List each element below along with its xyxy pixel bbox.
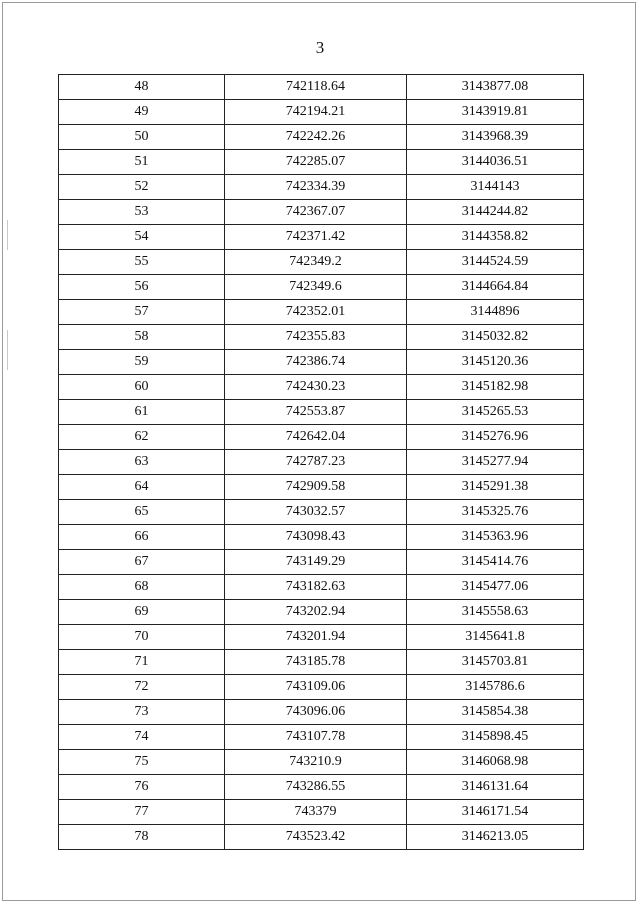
x-coordinate-cell: 743185.78 — [225, 650, 407, 675]
x-coordinate-cell: 742118.64 — [225, 75, 407, 100]
x-coordinate-cell: 742285.07 — [225, 150, 407, 175]
x-coordinate-cell: 743201.94 — [225, 625, 407, 650]
x-coordinate-cell: 742352.01 — [225, 300, 407, 325]
x-coordinate-cell: 742642.04 — [225, 425, 407, 450]
point-number-cell: 77 — [59, 800, 225, 825]
table-row — [59, 475, 584, 500]
y-coordinate-cell: 3146213.05 — [407, 825, 584, 850]
point-number-cell: 69 — [59, 600, 225, 625]
x-coordinate-cell: 743523.42 — [225, 825, 407, 850]
table-row — [59, 750, 584, 775]
point-number-cell: 49 — [59, 100, 225, 125]
y-coordinate-cell: 3144244.82 — [407, 200, 584, 225]
point-number-cell: 53 — [59, 200, 225, 225]
y-coordinate-cell: 3145265.53 — [407, 400, 584, 425]
y-coordinate-cell: 3145325.76 — [407, 500, 584, 525]
table-row — [59, 200, 584, 225]
table-row — [59, 400, 584, 425]
point-number-cell: 71 — [59, 650, 225, 675]
y-coordinate-cell: 3145854.38 — [407, 700, 584, 725]
point-number-cell: 64 — [59, 475, 225, 500]
x-coordinate-cell: 743032.57 — [225, 500, 407, 525]
x-coordinate-cell: 743286.55 — [225, 775, 407, 800]
point-number-cell: 56 — [59, 275, 225, 300]
table-row — [59, 75, 584, 100]
x-coordinate-cell: 742355.83 — [225, 325, 407, 350]
x-coordinate-cell: 742787.23 — [225, 450, 407, 475]
point-number-cell: 63 — [59, 450, 225, 475]
table-row — [59, 675, 584, 700]
table-row — [59, 800, 584, 825]
y-coordinate-cell: 3145182.98 — [407, 375, 584, 400]
y-coordinate-cell: 3144664.84 — [407, 275, 584, 300]
y-coordinate-cell: 3145277.94 — [407, 450, 584, 475]
table-row — [59, 550, 584, 575]
point-number-cell: 67 — [59, 550, 225, 575]
x-coordinate-cell: 742349.6 — [225, 275, 407, 300]
table-row — [59, 775, 584, 800]
table-row — [59, 525, 584, 550]
x-coordinate-cell: 743379 — [225, 800, 407, 825]
x-coordinate-cell: 743202.94 — [225, 600, 407, 625]
y-coordinate-cell: 3145414.76 — [407, 550, 584, 575]
x-coordinate-cell: 742371.42 — [225, 225, 407, 250]
table-row — [59, 325, 584, 350]
y-coordinate-cell: 3146171.54 — [407, 800, 584, 825]
x-coordinate-cell: 742386.74 — [225, 350, 407, 375]
table-row — [59, 450, 584, 475]
point-number-cell: 54 — [59, 225, 225, 250]
y-coordinate-cell: 3143877.08 — [407, 75, 584, 100]
point-number-cell: 75 — [59, 750, 225, 775]
y-coordinate-cell: 3145898.45 — [407, 725, 584, 750]
y-coordinate-cell: 3145032.82 — [407, 325, 584, 350]
y-coordinate-cell: 3143919.81 — [407, 100, 584, 125]
x-coordinate-cell: 743149.29 — [225, 550, 407, 575]
table-row — [59, 700, 584, 725]
point-number-cell: 58 — [59, 325, 225, 350]
x-coordinate-cell: 742242.26 — [225, 125, 407, 150]
x-coordinate-cell: 742349.2 — [225, 250, 407, 275]
y-coordinate-cell: 3146131.64 — [407, 775, 584, 800]
point-number-cell: 76 — [59, 775, 225, 800]
x-coordinate-cell: 743096.06 — [225, 700, 407, 725]
y-coordinate-cell: 3145291.38 — [407, 475, 584, 500]
table-row — [59, 225, 584, 250]
y-coordinate-cell: 3145786.6 — [407, 675, 584, 700]
point-number-cell: 68 — [59, 575, 225, 600]
x-coordinate-cell: 743107.78 — [225, 725, 407, 750]
x-coordinate-cell: 742909.58 — [225, 475, 407, 500]
point-number-cell: 59 — [59, 350, 225, 375]
point-number-cell: 55 — [59, 250, 225, 275]
point-number-cell: 78 — [59, 825, 225, 850]
y-coordinate-cell: 3145703.81 — [407, 650, 584, 675]
x-coordinate-cell: 742430.23 — [225, 375, 407, 400]
y-coordinate-cell: 3144143 — [407, 175, 584, 200]
y-coordinate-cell: 3145363.96 — [407, 525, 584, 550]
scan-edge-mark — [7, 220, 8, 250]
y-coordinate-cell: 3144896 — [407, 300, 584, 325]
y-coordinate-cell: 3144524.59 — [407, 250, 584, 275]
point-number-cell: 48 — [59, 75, 225, 100]
y-coordinate-cell: 3144036.51 — [407, 150, 584, 175]
point-number-cell: 70 — [59, 625, 225, 650]
x-coordinate-cell: 742367.07 — [225, 200, 407, 225]
point-number-cell: 65 — [59, 500, 225, 525]
y-coordinate-cell: 3144358.82 — [407, 225, 584, 250]
point-number-cell: 57 — [59, 300, 225, 325]
point-number-cell: 74 — [59, 725, 225, 750]
scan-edge-mark — [7, 330, 8, 370]
y-coordinate-cell: 3143968.39 — [407, 125, 584, 150]
x-coordinate-cell: 743098.43 — [225, 525, 407, 550]
table-row — [59, 100, 584, 125]
point-number-cell: 61 — [59, 400, 225, 425]
y-coordinate-cell: 3145276.96 — [407, 425, 584, 450]
point-number-cell: 66 — [59, 525, 225, 550]
table-row — [59, 125, 584, 150]
coordinate-table-body — [59, 75, 584, 850]
point-number-cell: 62 — [59, 425, 225, 450]
table-row — [59, 375, 584, 400]
y-coordinate-cell: 3145641.8 — [407, 625, 584, 650]
point-number-cell: 51 — [59, 150, 225, 175]
point-number-cell: 50 — [59, 125, 225, 150]
table-row — [59, 500, 584, 525]
x-coordinate-cell: 742194.21 — [225, 100, 407, 125]
coordinate-table — [58, 74, 584, 850]
table-row — [59, 600, 584, 625]
table-row — [59, 575, 584, 600]
point-number-cell: 73 — [59, 700, 225, 725]
table-row — [59, 425, 584, 450]
page-number: 3 — [315, 38, 325, 57]
x-coordinate-cell: 743182.63 — [225, 575, 407, 600]
point-number-cell: 52 — [59, 175, 225, 200]
table-row — [59, 650, 584, 675]
y-coordinate-cell: 3145477.06 — [407, 575, 584, 600]
table-row — [59, 725, 584, 750]
table-row — [59, 275, 584, 300]
y-coordinate-cell: 3145120.36 — [407, 350, 584, 375]
x-coordinate-cell: 743109.06 — [225, 675, 407, 700]
table-row — [59, 300, 584, 325]
table-row — [59, 350, 584, 375]
table-row — [59, 150, 584, 175]
table-row — [59, 825, 584, 850]
table-row — [59, 175, 584, 200]
point-number-cell: 60 — [59, 375, 225, 400]
x-coordinate-cell: 743210.9 — [225, 750, 407, 775]
table-row — [59, 250, 584, 275]
y-coordinate-cell: 3146068.98 — [407, 750, 584, 775]
table-row — [59, 625, 584, 650]
x-coordinate-cell: 742334.39 — [225, 175, 407, 200]
x-coordinate-cell: 742553.87 — [225, 400, 407, 425]
y-coordinate-cell: 3145558.63 — [407, 600, 584, 625]
point-number-cell: 72 — [59, 675, 225, 700]
